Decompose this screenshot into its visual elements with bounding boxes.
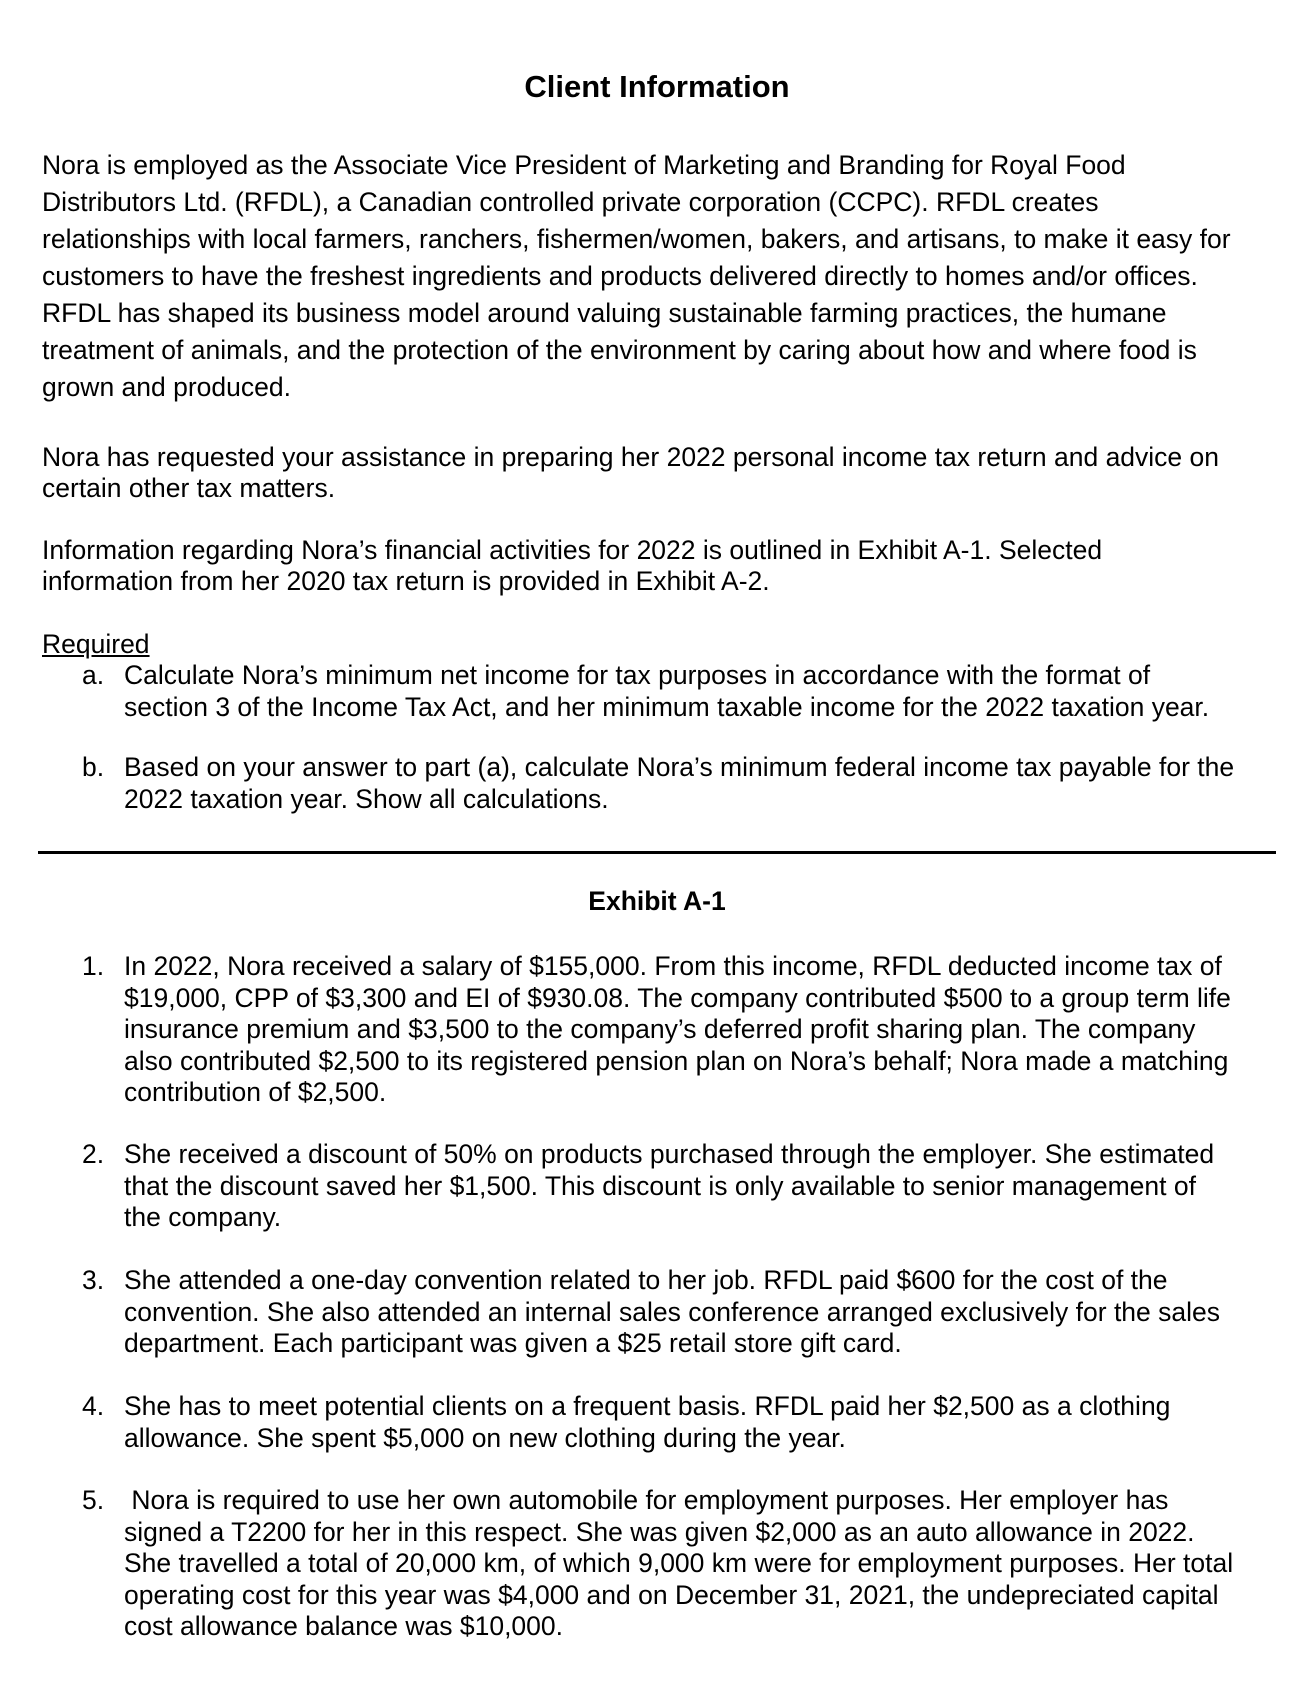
text-line: operating cost for this year was $4,000 and on December 31, 2021, the undepreciated capital: [124, 1579, 1219, 1610]
list-marker: 3.: [82, 1265, 105, 1295]
list-marker: 5.: [82, 1485, 105, 1515]
text-line: cost allowance balance was $10,000.: [124, 1611, 564, 1641]
text-line: 2022 taxation year. Show all calculations.: [124, 783, 609, 814]
text-line: the company.: [124, 1202, 282, 1232]
text-line: convention. She also attended an internal sales conference arranged exclusively for the sales: [124, 1296, 1221, 1327]
text-line: contribution of $2,500.: [124, 1077, 387, 1107]
list-marker: a.: [82, 660, 105, 690]
intro-line: treatment of animals, and the protection of the environment by caring about how and where food is: [42, 335, 1197, 365]
text-line: She attended a one-day convention related to her job. RFDL paid $600 for the cost of the: [124, 1265, 1168, 1295]
exhibit-title: Exhibit A-1: [588, 886, 726, 916]
text-line: also contributed $2,500 to its registered pension plan on Nora’s behalf; Nora made a matching: [124, 1045, 1229, 1076]
list-marker: 4.: [82, 1391, 105, 1421]
assistance-line: Nora has requested your assistance in preparing her 2022 personal income tax return and advice on: [42, 442, 1220, 472]
text-line: She received a discount of 50% on products purchased through the employer. She estimated: [124, 1139, 1215, 1169]
text-line: She travelled a total of 20,000 km, of which 9,000 km were for employment purposes. Her total: [124, 1548, 1234, 1578]
list-marker: 1.: [82, 951, 105, 981]
text-line: allowance. She spent $5,000 on new clothing during the year.: [124, 1422, 846, 1453]
info-line: Information regarding Nora’s financial activities for 2022 is outlined in Exhibit A-1. Selected: [42, 535, 1103, 565]
text-line: signed a T2200 for her in this respect. She was given $2,000 as an auto allowance in 2022.: [124, 1516, 1195, 1547]
list-item-text: [124, 1265, 1274, 1360]
text-line: that the discount saved her $1,500. This discount is only available to senior management of: [124, 1170, 1196, 1201]
list-item-text: [124, 1391, 1274, 1454]
text-line: department. Each participant was given a $25 retail store gift card.: [124, 1328, 902, 1358]
assistance-line: certain other tax matters.: [42, 473, 336, 503]
intro-line: Nora is employed as the Associate Vice President of Marketing and Branding for Royal Food: [42, 150, 1126, 180]
text-line: insurance premium and $3,500 to the company’s deferred profit sharing plan. The company: [124, 1014, 1196, 1044]
text-line: section 3 of the Income Tax Act, and her minimum taxable income for the 2022 taxation year.: [124, 691, 1210, 722]
list-item-text: [124, 1139, 1274, 1234]
text-line: Based on your answer to part (a), calculate Nora’s minimum federal income tax payable for the: [124, 752, 1235, 782]
text-line: Calculate Nora’s minimum net income for tax purposes in accordance with the format of: [124, 660, 1151, 690]
list-item-text: [124, 1485, 1274, 1643]
intro-line: RFDL has shaped its business model around valuing sustainable farming practices, the humane: [42, 298, 1167, 328]
list-item-text: [124, 660, 1274, 723]
intro-line: Distributors Ltd. (RFDL), a Canadian controlled private corporation (CCPC). RFDL creates: [42, 187, 1099, 217]
list-item-text: [124, 951, 1274, 1109]
intro-line: customers to have the freshest ingredients and products delivered directly to homes and/or offices.: [42, 261, 1198, 291]
list-marker: b.: [82, 752, 105, 782]
required-heading: Required: [42, 629, 150, 659]
intro-line: grown and produced.: [42, 372, 291, 402]
page-title: Client Information: [524, 69, 790, 104]
text-line: She has to meet potential clients on a frequent basis. RFDL paid her $2,500 as a clothing: [124, 1391, 1171, 1421]
info-line: information from her 2020 tax return is provided in Exhibit A-2.: [42, 566, 770, 596]
list-item-text: [124, 752, 1274, 815]
intro-line: relationships with local farmers, ranchers, fishermen/women, bakers, and artisans, to make it easy for: [42, 224, 1231, 254]
section-divider: [38, 851, 1276, 854]
text-line: $19,000, CPP of $3,300 and EI of $930.08. The company contributed $500 to a group term life: [124, 982, 1231, 1013]
list-marker: 2.: [82, 1139, 105, 1169]
text-line: In 2022, Nora received a salary of $155,000. From this income, RFDL deducted income tax of: [124, 951, 1222, 981]
text-line: Nora is required to use her own automobile for employment purposes. Her employer has: [124, 1485, 1169, 1515]
